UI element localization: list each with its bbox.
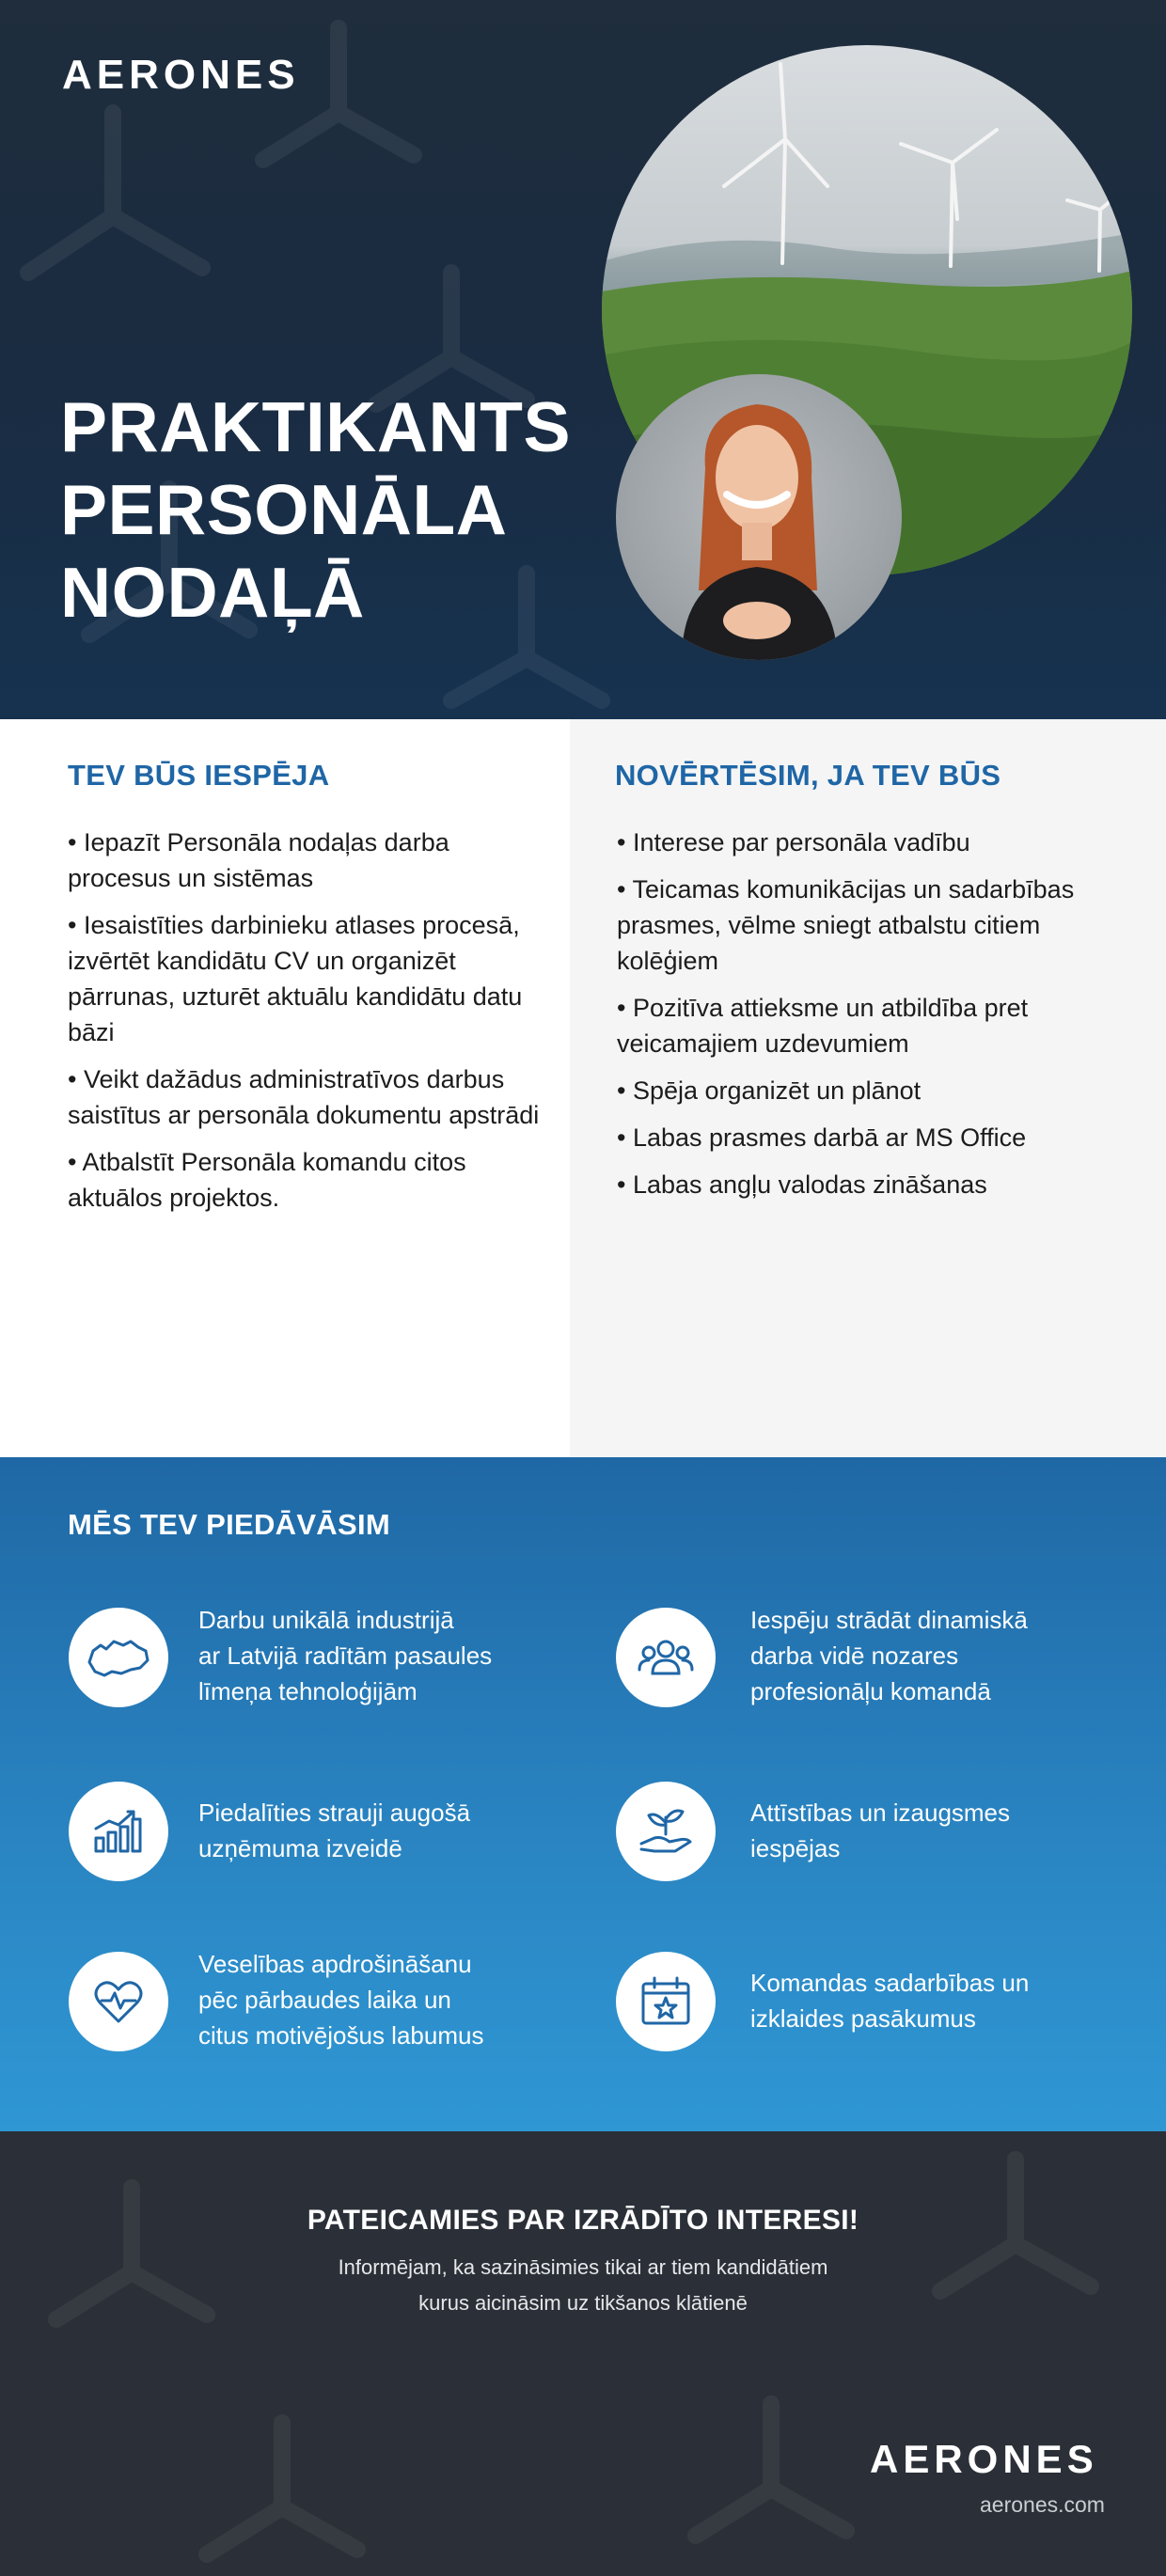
footer: [0, 2131, 1166, 2576]
calendar-star-icon: [616, 1952, 716, 2051]
offer-text: Attīstības un izaugsmes iespējas: [750, 1798, 1011, 1862]
latvia-map-icon: [69, 1608, 168, 1707]
team-icon: [616, 1608, 716, 1707]
list-item: • Iepazīt Personāla nodaļas darba procesus un sistēmas: [68, 828, 449, 892]
aerones-logo: AERONES: [62, 52, 300, 98]
thank-you-title: PATEICAMIES PAR IZRĀDĪTO INTERESI!: [307, 2205, 859, 2236]
opportunities-heading: TEV BŪS IESPĒJA: [68, 759, 330, 792]
list-item: • Labas prasmes darbā ar MS Office: [617, 1123, 1027, 1152]
offer-text: Veselības apdrošināšanu pēc pārbaudes laika un citus motivējošus labumus: [198, 1950, 484, 2050]
job-details: [0, 719, 1166, 1457]
opportunities-list: [68, 825, 547, 1227]
job-title-line-3: NODAĻĀ: [60, 553, 365, 632]
list-item: • Pozitīva attieksme un atbildība pret veicamajiem uzdevumiem: [617, 994, 1029, 1058]
list-item: • Atbalstīt Personāla komandu citos aktuālos projektos.: [68, 1148, 466, 1212]
aerones-logo: AERONES: [870, 2437, 1098, 2481]
list-item: • Iesaistīties darbinieku atlases procesā, izvērtēt kandidātu CV un organizēt pārrunas, uzturēt aktuālu kandidātu datu bāzi: [68, 911, 523, 1046]
smiling-woman-photo: [616, 374, 902, 660]
list-item: • Teicamas komunikācijas un sadarbības prasmes, vēlme sniegt atbalstu citiem kolēģiem: [617, 875, 1075, 975]
heart-pulse-icon: [69, 1952, 168, 2051]
requirements-list: [617, 825, 1143, 1214]
list-item: • Spēja organizēt un plānot: [617, 1076, 922, 1105]
requirements-column: [570, 719, 1166, 1457]
offer-text: Iespēju strādāt dinamiskā darba vidē nozares profesionāļu komandā: [750, 1606, 1028, 1705]
offer-text: Piedalīties strauji augošā uzņēmuma izveidē: [198, 1798, 471, 1862]
growth-chart-icon: [69, 1782, 168, 1881]
job-title: [60, 385, 571, 634]
plant-hand-icon: [616, 1782, 716, 1881]
hero-banner: [0, 0, 1166, 719]
offers-heading: MĒS TEV PIEDĀVĀSIM: [68, 1508, 391, 1541]
contact-notice: Informējam, ka sazināsimies tikai ar tiem kandidātiem kurus aicināsim uz tikšanos klātienē: [338, 2255, 828, 2315]
offers-section: [0, 1457, 1166, 2131]
list-item: • Labas angļu valodas zināšanas: [617, 1170, 987, 1199]
offer-text: Komandas sadarbības un izklaides pasākumus: [750, 1969, 1030, 2033]
job-title-line-1: PRAKTIKANTS: [60, 387, 571, 466]
website-link[interactable]: aerones.com: [980, 2492, 1105, 2517]
list-item: • Interese par personāla vadību: [617, 828, 970, 856]
requirements-heading: NOVĒRTĒSIM, JA TEV BŪS: [615, 759, 1001, 792]
job-title-line-2: PERSONĀLA: [60, 470, 508, 549]
opportunities-column: [0, 719, 570, 1457]
list-item: • Veikt dažādus administratīvos darbus saistītus ar personāla dokumentu apstrādi: [68, 1065, 540, 1129]
offer-text: Darbu unikālā industrijā ar Latvijā radītām pasaules līmeņa tehnoloģijām: [198, 1606, 493, 1705]
